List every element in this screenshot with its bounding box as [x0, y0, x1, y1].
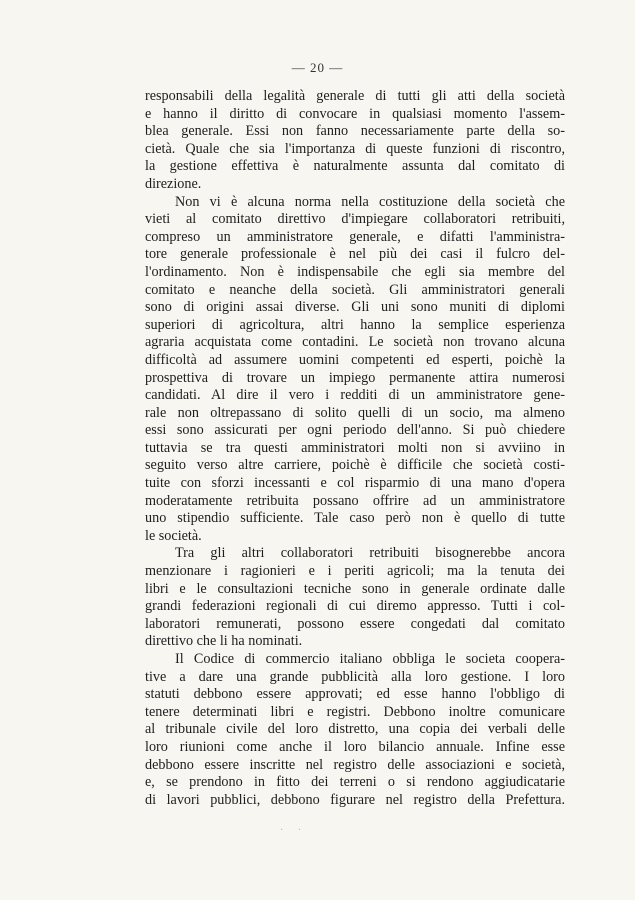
text-line: uno stipendio sufficiente. Tale caso però non è quello di tutte: [145, 510, 565, 527]
text-line: blea generale. Essi non fanno necessariamente parte della so-: [145, 123, 565, 140]
text-line: direzione.: [145, 175, 202, 192]
text-line: seguito verso altre carriere, poichè è difficile che società costi-: [145, 457, 565, 474]
text-line: e hanno il diritto di convocare in qualsiasi momento l'assem-: [145, 105, 565, 122]
text-line: rale non oltrepassano di solito quelli di un socio, ma almeno: [145, 404, 565, 421]
text-line: le società.: [145, 527, 202, 544]
text-line: tive a dare una grande pubblicità alla loro gestione. I loro: [145, 668, 565, 685]
text-line: essi sono assicurati per ogni periodo dell'anno. Si può chiedere: [145, 422, 565, 439]
text-line: grandi federazioni regionali di cui diremo appresso. Tutti i col-: [145, 598, 565, 615]
text-line: libri e le consultazioni tecniche sono in generale ordinate dalle: [145, 580, 565, 597]
text-line: cietà. Quale che sia l'importanza di queste funzioni di riscontro,: [145, 140, 565, 157]
text-line: Tra gli altri collaboratori retribuiti bisognerebbe ancora: [175, 545, 565, 562]
text-line: moderatamente retribuita possano offrire ad un amministratore: [145, 492, 565, 509]
text-line: menzionare i ragionieri e i periti agricoli; ma la tenuta dei: [145, 563, 565, 580]
text-line: tuite con sforzi incessanti e col risparmio di una mano d'opera: [145, 475, 565, 492]
text-line: sono di origini assai diverse. Gli uni sono muniti di diplomi: [145, 299, 565, 316]
text-line: candidati. Al dire il vero i redditi di un amministratore gene-: [145, 387, 565, 404]
text-line: laboratori remunerati, possono essere congedati dal comitato: [145, 615, 565, 632]
body-text: [145, 88, 565, 809]
text-line: compreso un amministratore generale, e difatti l'amministra-: [145, 228, 565, 245]
text-line: la gestione effettiva è naturalmente assunta dal comitato di: [145, 158, 565, 175]
text-line: l'ordinamento. Non è indispensabile che egli sia membre del: [145, 263, 565, 280]
text-line: tenere determinati libri e registri. Debbono inoltre comunicare: [145, 703, 565, 720]
text-line: difficoltà ad assumere uomini competenti ed esperti, poichè la: [145, 351, 565, 368]
text-line: Il Codice di commercio italiano obbliga le societa coopera-: [175, 651, 565, 667]
text-line: vieti al comitato direttivo d'impiegare collaboratori retribuiti,: [145, 211, 565, 228]
text-line: statuti debbono essere approvati; ed esse hanno l'obbligo di: [145, 686, 565, 703]
text-line: comitato e neanche della società. Gli amministratori generali: [145, 281, 565, 298]
text-line: tore generale professionale è nel più dei casi il fulcro del-: [145, 246, 565, 263]
page-number: — 20 —: [291, 60, 344, 75]
text-line: al tribunale civile del loro distretto, una copia dei verbali delle: [145, 721, 565, 738]
text-line: direttivo che li ha nominati.: [145, 633, 303, 650]
ink-smudge: · ·: [280, 825, 308, 836]
text-line: e, se prendono in fitto dei terreni o si rendono aggiudicatarie: [145, 774, 565, 791]
text-line: debbono essere inscritte nel registro delle associazioni e società,: [145, 756, 565, 773]
text-line: di lavori pubblici, debbono figurare nel registro della Prefettura.: [145, 791, 565, 808]
text-line: agraria acquistata come contadini. Le società non trovano alcuna: [145, 334, 565, 351]
text-line: prospettiva di trovare un impiego permanente attira numerosi: [145, 369, 565, 386]
text-line: superiori di agricoltura, altri hanno la semplice esperienza: [145, 316, 565, 333]
text-line: Non vi è alcuna norma nella costituzione della società che: [175, 193, 565, 210]
text-line: tuttavia se tra questi amministratori molti non si avviino in: [145, 439, 565, 456]
text-line: loro riunioni come anche il loro bilancio annuale. Infine esse: [145, 738, 565, 755]
text-line: responsabili della legalità generale di tutti gli atti della società: [145, 88, 565, 104]
